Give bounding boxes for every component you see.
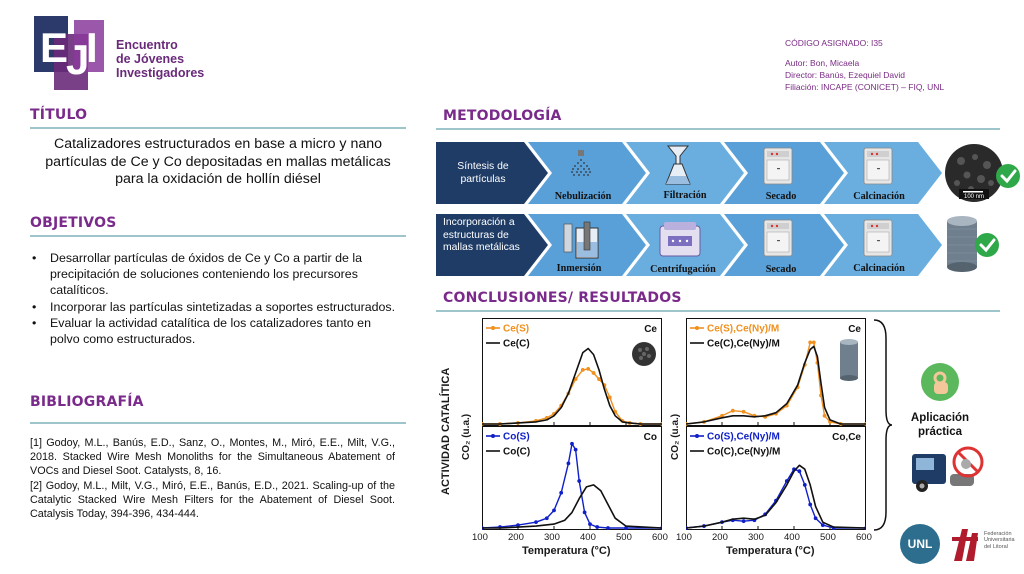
legend-label: Co(S),Ce(Ny)/M bbox=[707, 431, 780, 443]
conclusiones-rule bbox=[436, 310, 1000, 312]
oven-icon bbox=[764, 220, 792, 256]
list-item: • Desarrollar partículas de óxidos de Ce y Co a partir de la precipitación de soluciones conteniendo los precursores catalíticos. bbox=[30, 250, 402, 299]
metodologia-heading: METODOLOGÍA bbox=[443, 108, 562, 124]
mesh-inset-image bbox=[840, 339, 858, 381]
fiq-wordmark: Federación Universitaria del Litoral bbox=[984, 531, 1015, 550]
tick-label: 600 bbox=[652, 532, 668, 543]
series-line bbox=[482, 369, 662, 424]
plot-frame bbox=[687, 319, 866, 426]
conclusiones-heading: CONCLUSIONES/ RESULTADOS bbox=[443, 290, 682, 306]
data-point bbox=[731, 409, 735, 413]
chart-ce-powder bbox=[482, 318, 662, 426]
data-point bbox=[823, 414, 827, 418]
flow-row-incorporacion bbox=[436, 214, 942, 276]
data-point bbox=[814, 516, 818, 520]
data-point bbox=[742, 519, 746, 523]
hand-ok-icon bbox=[918, 362, 962, 402]
legend-marker bbox=[491, 434, 495, 438]
svg-text:E: E bbox=[40, 24, 69, 71]
oven-icon bbox=[864, 220, 892, 256]
reference: [2] Godoy, M.L., Milt, V.G., Miró, E.E., Banús, E.D., 2021. Scaling-up of the Catalytic Stacked Wire Mesh Filters for the Abatement of Diesel Soot. Catalysis Today, 394-396, 434-444. bbox=[30, 479, 395, 521]
data-point bbox=[552, 509, 556, 513]
svg-text:J: J bbox=[66, 36, 90, 83]
data-point bbox=[583, 510, 587, 514]
oven-icon bbox=[864, 148, 892, 184]
chart-tag: Ce bbox=[644, 324, 657, 335]
data-point bbox=[597, 377, 601, 381]
series-line bbox=[686, 346, 866, 424]
data-point bbox=[534, 520, 538, 524]
data-point bbox=[808, 503, 812, 507]
tick-label: 300 bbox=[544, 532, 560, 543]
legend-label: Ce(S),Ce(Ny)/M bbox=[707, 323, 780, 335]
tick-label: 500 bbox=[820, 532, 836, 543]
data-point bbox=[574, 448, 578, 452]
list-item: • Evaluar la actividad catalítica de los catalizadores tanto en polvo como estructurados. bbox=[30, 315, 402, 347]
data-point bbox=[588, 522, 592, 526]
legend-label: Ce(C),Ce(Ny)/M bbox=[707, 338, 780, 350]
data-point bbox=[803, 483, 807, 487]
series-line bbox=[686, 465, 866, 528]
chart-tag: Co,Ce bbox=[832, 432, 861, 443]
sem-inset-image bbox=[632, 342, 656, 366]
step-label: Centrifugación bbox=[650, 264, 716, 275]
data-point bbox=[812, 340, 816, 344]
filiacion: Filiación: INCAPE (CONICET) – FIQ, UNL bbox=[785, 82, 945, 92]
data-point bbox=[808, 340, 812, 344]
data-point bbox=[606, 526, 610, 530]
x-axis-label: Temperatura (°C) bbox=[522, 545, 611, 557]
data-point bbox=[570, 442, 574, 446]
x-axis-label: Temperatura (°C) bbox=[726, 545, 815, 557]
data-point bbox=[559, 491, 563, 495]
tick-label: 400 bbox=[580, 532, 596, 543]
bibliografia-list bbox=[30, 436, 395, 521]
y-axis-main-label: ACTIVIDAD CATALÍTICA bbox=[440, 367, 452, 495]
metodologia-rule bbox=[436, 128, 1000, 130]
autor: Autor: Bon, Micaela bbox=[785, 58, 860, 68]
step-label: Filtración bbox=[663, 190, 707, 201]
series-line bbox=[686, 469, 866, 528]
bracket-brace bbox=[872, 318, 892, 532]
svg-text:I: I bbox=[86, 24, 98, 71]
tick-label: 600 bbox=[856, 532, 872, 543]
titulo-heading: TÍTULO bbox=[30, 107, 88, 123]
legend-label: Co(C) bbox=[503, 446, 531, 458]
x-ticks-right bbox=[672, 532, 882, 546]
step-label: Calcinación bbox=[853, 263, 905, 274]
data-point bbox=[608, 396, 612, 400]
legend-label: Co(S) bbox=[503, 431, 530, 443]
data-point bbox=[742, 410, 746, 414]
scale-label: 100 nm bbox=[963, 194, 985, 200]
legend-label: Ce(C) bbox=[503, 338, 530, 350]
step-label: Secado bbox=[765, 264, 797, 275]
data-point bbox=[821, 523, 825, 527]
tick-label: 200 bbox=[712, 532, 728, 543]
objetivos-heading: OBJETIVOS bbox=[30, 215, 117, 231]
truck-no-smoke-icon bbox=[910, 444, 992, 496]
data-point bbox=[581, 368, 585, 372]
author-info bbox=[785, 37, 944, 93]
data-point bbox=[577, 479, 581, 483]
step-label: Inmersión bbox=[556, 263, 602, 274]
bibliografia-rule bbox=[30, 422, 406, 424]
data-point bbox=[798, 469, 802, 473]
data-point bbox=[595, 525, 599, 529]
step-label: Nebulización bbox=[554, 191, 612, 202]
oven-icon bbox=[764, 148, 792, 184]
objetivos-rule bbox=[30, 235, 406, 237]
x-ticks-left bbox=[468, 532, 678, 546]
chart-co-structured bbox=[686, 426, 866, 530]
tick-label: 200 bbox=[508, 532, 524, 543]
tick-label: 300 bbox=[748, 532, 764, 543]
sem-image bbox=[941, 143, 1021, 203]
objetivos-list bbox=[30, 250, 402, 347]
bibliografia-heading: BIBLIOGRAFÍA bbox=[30, 394, 144, 410]
y-axis-sub-label: CO₂ (u.a.) bbox=[461, 413, 472, 460]
step-label: Calcinación bbox=[853, 191, 905, 202]
series-line bbox=[482, 485, 662, 528]
tick-label: 100 bbox=[472, 532, 488, 543]
tick-label: 400 bbox=[784, 532, 800, 543]
titulo-text: Catalizadores estructurados en base a micro y nano partículas de Ce y Co depositadas en mallas metálicas para la oxidación de hollín diésel bbox=[45, 136, 391, 187]
step-label: Secado bbox=[765, 191, 797, 202]
codigo: CÓDIGO ASIGNADO: I35 bbox=[785, 38, 883, 48]
legend-marker bbox=[491, 326, 495, 330]
y-axis-sub-label: CO₂ (u.a.) bbox=[670, 413, 681, 460]
eji-logo bbox=[34, 14, 108, 96]
aplicacion-label: Aplicación práctica bbox=[910, 412, 970, 438]
data-point bbox=[592, 371, 596, 375]
data-point bbox=[545, 516, 549, 520]
tick-label: 100 bbox=[676, 532, 692, 543]
flow-row-label: Síntesis de partículas bbox=[457, 161, 509, 185]
list-item: • Incorporar las partículas sintetizadas a soportes estructurados. bbox=[30, 299, 402, 315]
logo-wordmark: Encuentro de Jóvenes Investigadores bbox=[116, 38, 205, 80]
legend-label: Ce(S) bbox=[503, 323, 530, 335]
tick-label: 500 bbox=[616, 532, 632, 543]
chart-tag: Ce bbox=[848, 324, 861, 335]
unl-logo: UNL bbox=[900, 524, 940, 564]
legend-label: Co(C),Ce(Ny)/M bbox=[707, 446, 781, 458]
legend-marker bbox=[695, 434, 699, 438]
mesh-cylinder-image bbox=[941, 213, 1021, 275]
chart-tag: Co bbox=[643, 432, 657, 443]
flow-row-label: Incorporación a estructuras de mallas metálicas bbox=[443, 217, 520, 254]
director: Director: Banús, Ezequiel David bbox=[785, 70, 906, 80]
titulo-rule bbox=[30, 127, 406, 129]
chart-ce-structured bbox=[686, 318, 866, 426]
centrifuge-icon bbox=[660, 222, 700, 256]
flow-row-sintesis bbox=[436, 142, 942, 204]
plot-frame bbox=[483, 319, 662, 426]
reference: [1] Godoy, M.L., Banús, E.D., Sanz, O., Montes, M., Miró, E.E., Milt, V.G., 2018. Stacked Wire Mesh Monoliths for the Simultaneous Abatement of VOCs and Diesel Soot. Catalysts, 8, 16. bbox=[30, 437, 395, 478]
chart-co-powder bbox=[482, 426, 662, 530]
legend-marker bbox=[695, 326, 699, 330]
data-point bbox=[567, 461, 571, 465]
data-point bbox=[586, 367, 590, 371]
